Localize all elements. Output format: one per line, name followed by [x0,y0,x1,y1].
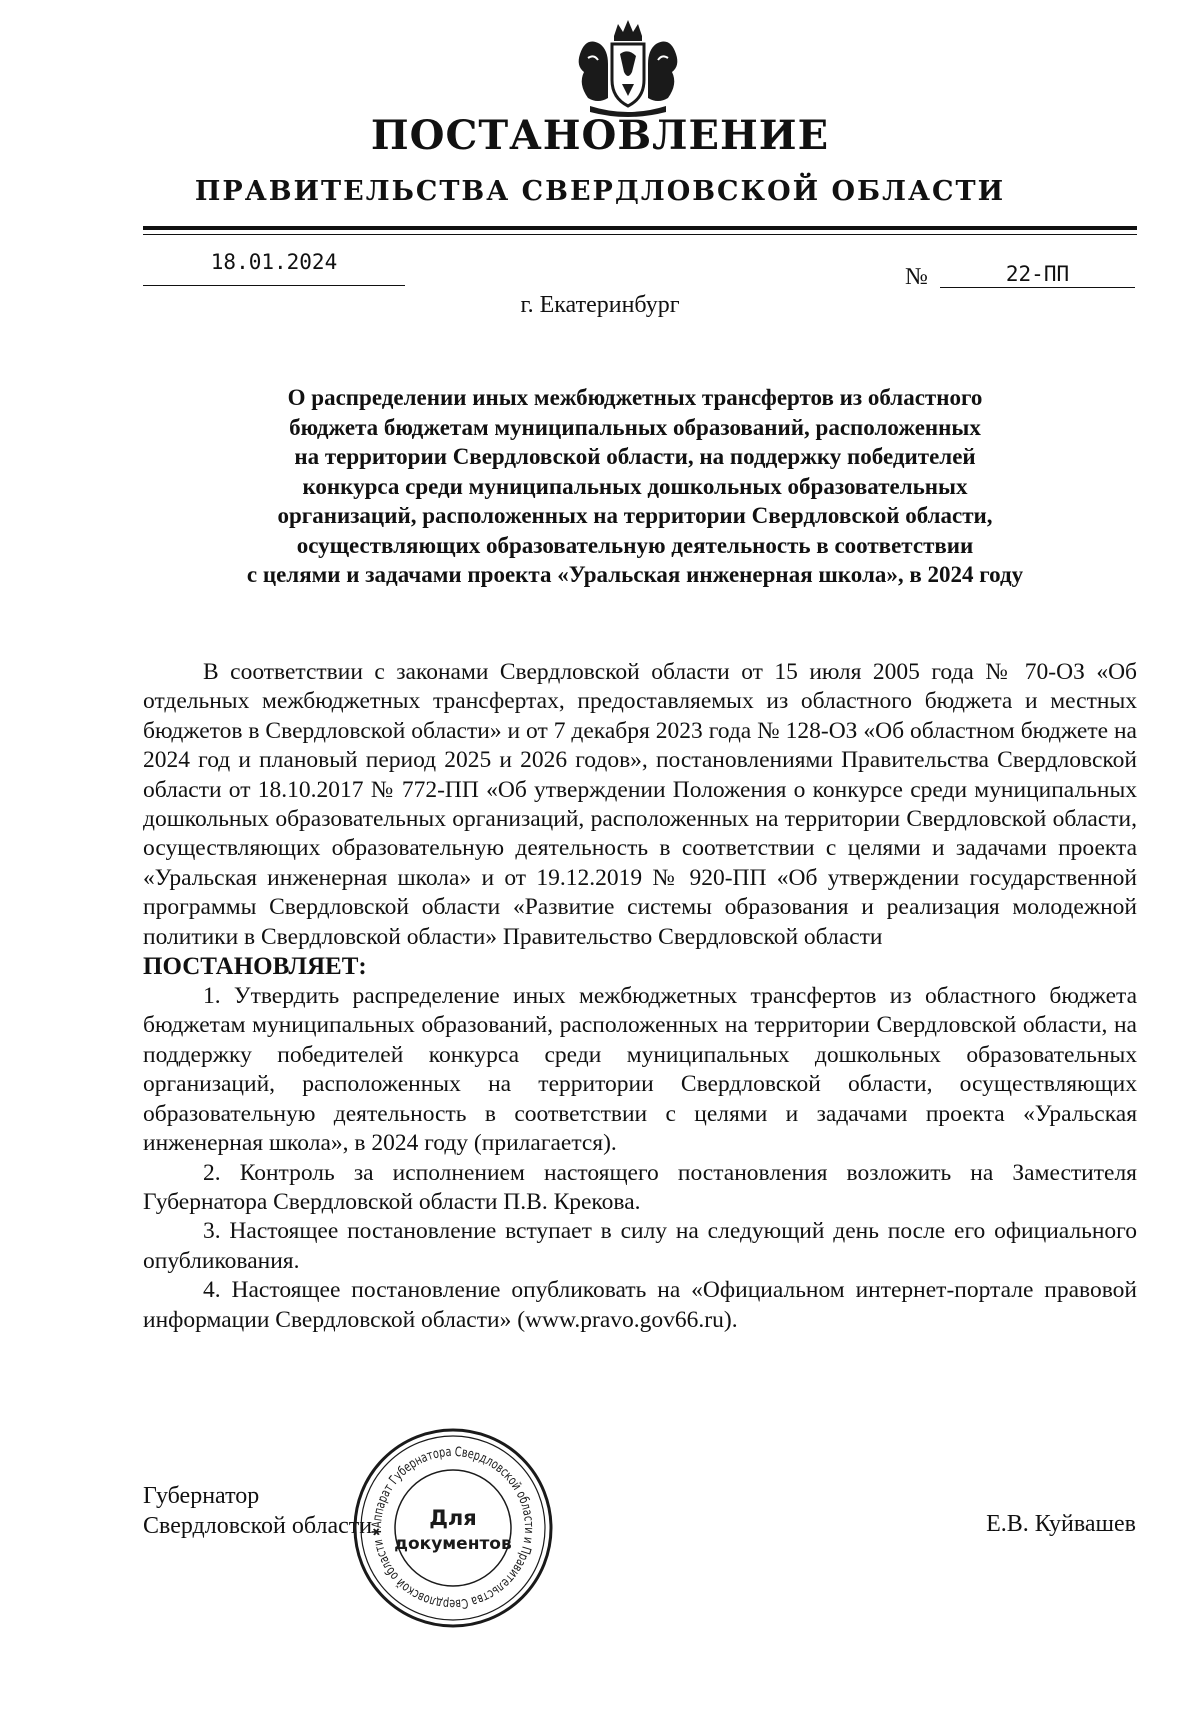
decree-item-1: 1. Утвердить распределение иных межбюджетных трансфертов из областного бюджета бюджетам муниципальных образований, расположенных на территории Свердловской области, на поддержку победителей конкурса среди муниципальных дошкольных образовательных организаций, расположенных на территории Свердловской области, осуществляющих образовательную деятельность в соответствии с целями и задачами проекта «Уральская инженерная школа», в 2024 году (прилагается). [143,983,1137,1157]
header-divider-thin [143,234,1137,235]
signer-position [143,1481,372,1541]
title-line: О распределении иных межбюджетных трансфертов из областного [287,385,983,410]
signer-name: Е.В. Куйвашев [986,1511,1136,1537]
header-divider-thick [143,226,1137,230]
decree-word: ПОСТАНОВЛЯЕТ: [143,953,367,981]
title-line: бюджета бюджетам муниципальных образований, расположенных [289,414,981,440]
seal-center-line: Для [429,1506,477,1530]
document-place: г. Екатеринбург [520,292,680,318]
date-underline [143,285,405,286]
seal-ring-text: Аппарат Губернатора Свердловской области и Правительства Свердловской области ✱ [369,1444,537,1612]
document-title [185,383,1085,590]
document-type-heading: ПОСТАНОВЛЕНИЕ [370,112,830,159]
issuer-heading: ПРАВИТЕЛЬСТВА СВЕРДЛОВСКОЙ ОБЛАСТИ [194,176,1006,207]
official-seal-stamp [350,1425,556,1631]
signer-position-line: Губернатор [143,1483,260,1509]
title-line: конкурса среди муниципальных дошкольных образовательных [302,473,968,499]
title-line: на территории Свердловской области, на поддержку победителей [294,444,976,469]
document-date: 18.01.2024 [210,250,338,274]
decree-item-2: 2. Контроль за исполнением настоящего постановления возложить на Заместителя Губернатора Свердловской области П.В. Крекова. [143,1159,1137,1215]
signer-position-line: Свердловской области [143,1513,373,1539]
title-line: с целями и задачами проекта «Уральская инженерная школа», в 2024 году [246,562,1024,587]
title-line: организаций, расположенных на территории Свердловской области, [277,503,993,528]
preamble-paragraph: В соответствии с законами Свердловской области от 15 июля 2005 года № 70-ОЗ «Об отдельных межбюджетных трансфертах, предоставляемых из областного бюджета и местных бюджетов в Свердловской области» и от 7 декабря 2023 года № 128-ОЗ «Об областном бюджете на 2024 год и плановый период 2025 и 2026 годов», постановлениями Правительства Свердловской области от 18.10.2017 № 772-ПП «Об утверждении Положения о конкурсе среди муниципальных дошкольных образовательных организаций, расположенных на территории Свердловской области, осуществляющих образовательную деятельность в соответствии с целями и задачами проекта «Уральская инженерная школа» и от 19.12.2019 № 920-ПП «Об утверждении государственной программы Свердловской области «Развитие системы образования и реализация молодежной политики в Свердловской области» Правительство Свердловской области [143,659,1137,950]
decree-item-3: 3. Настоящее постановление вступает в силу на следующий день после его официального опубликования. [143,1218,1137,1274]
coat-of-arms-emblem [570,14,686,122]
title-line: осуществляющих образовательную деятельность в соответствии [296,532,974,558]
number-sign: № [905,264,928,290]
document-body [143,658,1137,1335]
seal-center-line: документов [394,1534,512,1554]
number-underline [940,287,1135,288]
decree-item-4: 4. Настоящее постановление опубликовать на «Официальном интернет-портале правовой информации Свердловской области» (www.pravo.gov66.ru). [143,1277,1137,1333]
document-number: 22-ПП [1005,262,1070,286]
